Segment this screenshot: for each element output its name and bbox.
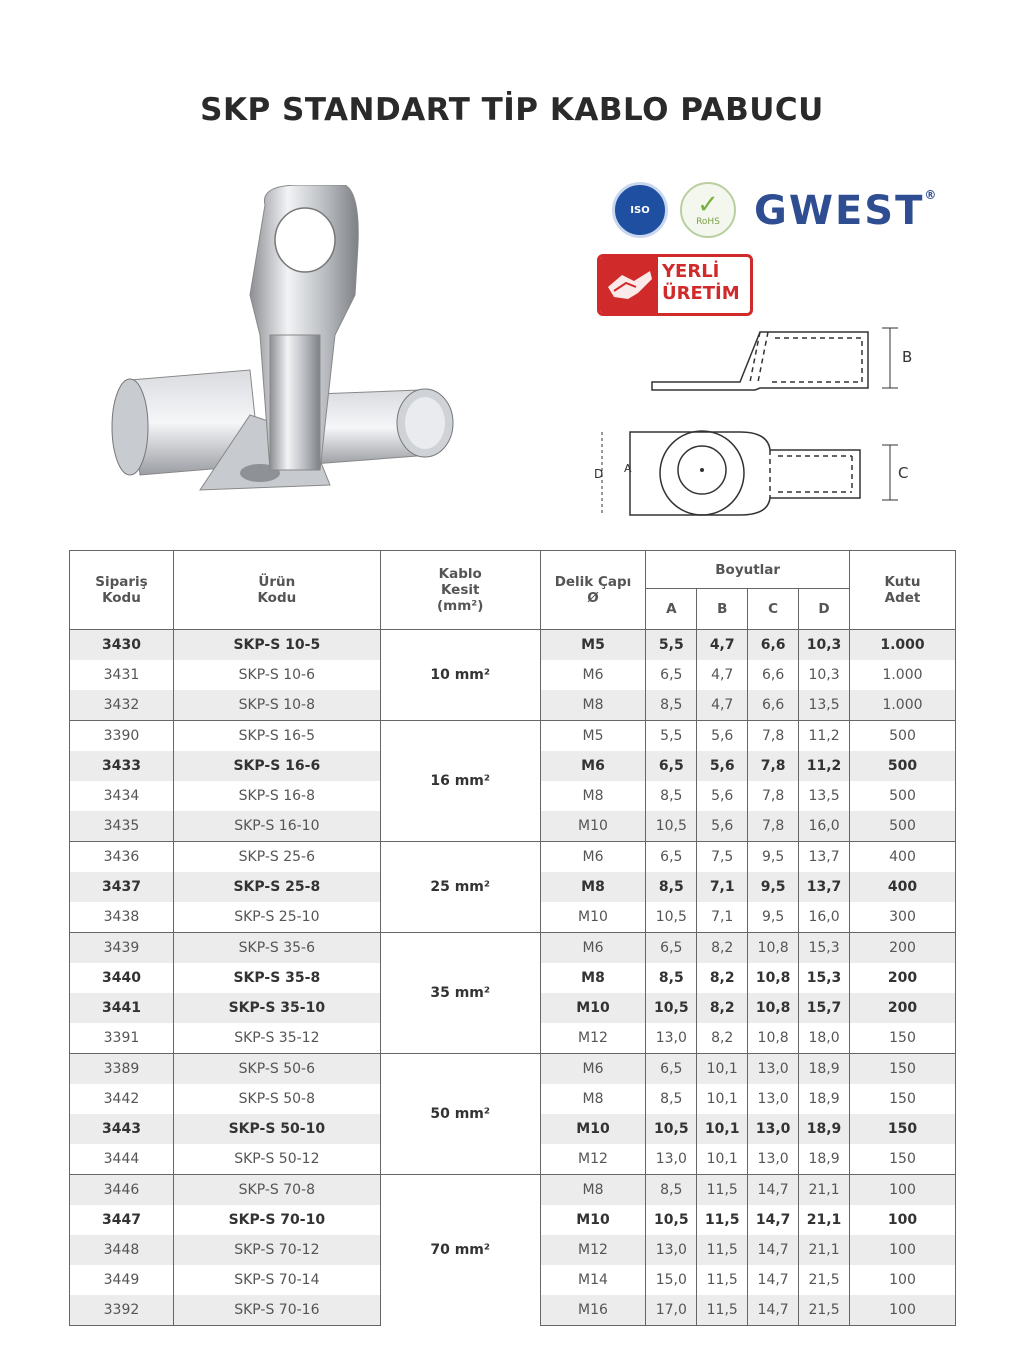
b-cell: 5,6 bbox=[697, 751, 748, 781]
siparis-cell: 3441 bbox=[70, 993, 174, 1023]
a-cell: 10,5 bbox=[646, 902, 697, 933]
d-cell: 21,1 bbox=[799, 1235, 850, 1265]
header-delik-capi: Delik Çapı Ø bbox=[540, 551, 646, 630]
urun-cell: SKP-S 50-10 bbox=[173, 1114, 380, 1144]
b-cell: 10,1 bbox=[697, 1084, 748, 1114]
urun-cell: SKP-S 70-16 bbox=[173, 1295, 380, 1326]
d-cell: 18,9 bbox=[799, 1114, 850, 1144]
siparis-cell: 3389 bbox=[70, 1054, 174, 1085]
c-cell: 7,8 bbox=[748, 811, 799, 842]
d-cell: 13,5 bbox=[799, 690, 850, 721]
table-row bbox=[70, 721, 956, 752]
yerli-label: YERLİ bbox=[662, 261, 720, 282]
certification-bar bbox=[612, 182, 952, 242]
delik-cell: M10 bbox=[540, 993, 646, 1023]
a-cell: 10,5 bbox=[646, 1114, 697, 1144]
delik-cell: M6 bbox=[540, 842, 646, 873]
kutu-cell: 150 bbox=[849, 1054, 955, 1085]
kutu-cell: 150 bbox=[849, 1114, 955, 1144]
delik-cell: M6 bbox=[540, 933, 646, 964]
kutu-cell: 100 bbox=[849, 1235, 955, 1265]
header-a: A bbox=[646, 589, 697, 630]
b-cell: 7,1 bbox=[697, 902, 748, 933]
siparis-cell: 3431 bbox=[70, 660, 174, 690]
kutu-cell: 100 bbox=[849, 1295, 955, 1326]
urun-cell: SKP-S 16-8 bbox=[173, 781, 380, 811]
kutu-cell: 150 bbox=[849, 1144, 955, 1175]
registered-mark: ® bbox=[924, 188, 939, 202]
iso-certificate-icon: ISO bbox=[612, 182, 668, 238]
a-cell: 10,5 bbox=[646, 993, 697, 1023]
page-title: SKP STANDART TİP KABLO PABUCU bbox=[200, 92, 824, 128]
b-cell: 11,5 bbox=[697, 1295, 748, 1326]
a-cell: 13,0 bbox=[646, 1235, 697, 1265]
delik-cell: M10 bbox=[540, 902, 646, 933]
siparis-cell: 3435 bbox=[70, 811, 174, 842]
kutu-cell: 200 bbox=[849, 993, 955, 1023]
b-cell: 8,2 bbox=[697, 933, 748, 964]
b-cell: 11,5 bbox=[697, 1205, 748, 1235]
siparis-cell: 3447 bbox=[70, 1205, 174, 1235]
siparis-cell: 3438 bbox=[70, 902, 174, 933]
c-cell: 13,0 bbox=[748, 1084, 799, 1114]
kablo-kesit-cell: 35 mm² bbox=[380, 933, 540, 1054]
d-cell: 21,1 bbox=[799, 1175, 850, 1206]
c-cell: 10,8 bbox=[748, 933, 799, 964]
a-cell: 8,5 bbox=[646, 781, 697, 811]
urun-cell: SKP-S 25-8 bbox=[173, 872, 380, 902]
b-cell: 10,1 bbox=[697, 1054, 748, 1085]
urun-cell: SKP-S 10-5 bbox=[173, 630, 380, 661]
a-cell: 6,5 bbox=[646, 1054, 697, 1085]
kutu-cell: 500 bbox=[849, 781, 955, 811]
d-cell: 13,5 bbox=[799, 781, 850, 811]
siparis-cell: 3437 bbox=[70, 872, 174, 902]
d-cell: 18,9 bbox=[799, 1054, 850, 1085]
b-cell: 8,2 bbox=[697, 993, 748, 1023]
c-cell: 14,7 bbox=[748, 1265, 799, 1295]
delik-cell: M5 bbox=[540, 630, 646, 661]
d-cell: 21,5 bbox=[799, 1265, 850, 1295]
table-row bbox=[70, 1175, 956, 1206]
a-cell: 6,5 bbox=[646, 842, 697, 873]
b-cell: 8,2 bbox=[697, 963, 748, 993]
header-b: B bbox=[697, 589, 748, 630]
a-cell: 6,5 bbox=[646, 751, 697, 781]
header-siparis-kodu: Sipariş Kodu bbox=[70, 551, 174, 630]
delik-cell: M8 bbox=[540, 690, 646, 721]
a-cell: 8,5 bbox=[646, 872, 697, 902]
header-d: D bbox=[799, 589, 850, 630]
a-cell: 5,5 bbox=[646, 721, 697, 752]
delik-cell: M12 bbox=[540, 1023, 646, 1054]
kutu-cell: 100 bbox=[849, 1265, 955, 1295]
delik-cell: M10 bbox=[540, 1114, 646, 1144]
c-cell: 9,5 bbox=[748, 902, 799, 933]
table-row bbox=[70, 933, 956, 964]
kutu-cell: 150 bbox=[849, 1084, 955, 1114]
a-cell: 8,5 bbox=[646, 1175, 697, 1206]
delik-cell: M10 bbox=[540, 811, 646, 842]
kutu-cell: 500 bbox=[849, 751, 955, 781]
a-cell: 6,5 bbox=[646, 660, 697, 690]
header-kutu-adet: Kutu Adet bbox=[849, 551, 955, 630]
rohs-label: RoHS bbox=[696, 217, 720, 227]
urun-cell: SKP-S 16-6 bbox=[173, 751, 380, 781]
urun-cell: SKP-S 16-10 bbox=[173, 811, 380, 842]
label-a: A bbox=[624, 462, 632, 475]
b-cell: 11,5 bbox=[697, 1265, 748, 1295]
header-c: C bbox=[748, 589, 799, 630]
a-cell: 17,0 bbox=[646, 1295, 697, 1326]
c-cell: 6,6 bbox=[748, 690, 799, 721]
delik-cell: M16 bbox=[540, 1295, 646, 1326]
d-cell: 18,9 bbox=[799, 1144, 850, 1175]
b-cell: 8,2 bbox=[697, 1023, 748, 1054]
delik-cell: M6 bbox=[540, 751, 646, 781]
a-cell: 15,0 bbox=[646, 1265, 697, 1295]
b-cell: 5,6 bbox=[697, 781, 748, 811]
header-urun-kodu: Ürün Kodu bbox=[173, 551, 380, 630]
siparis-cell: 3391 bbox=[70, 1023, 174, 1054]
delik-cell: M8 bbox=[540, 963, 646, 993]
urun-cell: SKP-S 70-14 bbox=[173, 1265, 380, 1295]
b-cell: 7,5 bbox=[697, 842, 748, 873]
delik-cell: M8 bbox=[540, 781, 646, 811]
b-cell: 11,5 bbox=[697, 1235, 748, 1265]
kablo-kesit-cell: 50 mm² bbox=[380, 1054, 540, 1175]
urun-cell: SKP-S 16-5 bbox=[173, 721, 380, 752]
rohs-icon bbox=[680, 182, 736, 238]
delik-cell: M12 bbox=[540, 1235, 646, 1265]
kablo-kesit-cell: 10 mm² bbox=[380, 630, 540, 721]
delik-cell: M8 bbox=[540, 1175, 646, 1206]
c-cell: 7,8 bbox=[748, 721, 799, 752]
siparis-cell: 3444 bbox=[70, 1144, 174, 1175]
siparis-cell: 3449 bbox=[70, 1265, 174, 1295]
siparis-cell: 3430 bbox=[70, 630, 174, 661]
b-cell: 4,7 bbox=[697, 690, 748, 721]
kutu-cell: 500 bbox=[849, 811, 955, 842]
urun-cell: SKP-S 70-12 bbox=[173, 1235, 380, 1265]
brand-logo bbox=[754, 188, 938, 234]
kutu-cell: 150 bbox=[849, 1023, 955, 1054]
c-cell: 10,8 bbox=[748, 993, 799, 1023]
d-cell: 11,2 bbox=[799, 751, 850, 781]
delik-cell: M5 bbox=[540, 721, 646, 752]
delik-cell: M14 bbox=[540, 1265, 646, 1295]
delik-cell: M8 bbox=[540, 872, 646, 902]
c-cell: 14,7 bbox=[748, 1175, 799, 1206]
siparis-cell: 3442 bbox=[70, 1084, 174, 1114]
checkmark-icon: ✓ bbox=[697, 190, 719, 220]
a-cell: 10,5 bbox=[646, 1205, 697, 1235]
delik-cell: M6 bbox=[540, 660, 646, 690]
urun-cell: SKP-S 35-10 bbox=[173, 993, 380, 1023]
uretim-label: ÜRETİM bbox=[662, 283, 740, 304]
kutu-cell: 300 bbox=[849, 902, 955, 933]
b-cell: 4,7 bbox=[697, 630, 748, 661]
kutu-cell: 400 bbox=[849, 842, 955, 873]
urun-cell: SKP-S 50-8 bbox=[173, 1084, 380, 1114]
d-cell: 16,0 bbox=[799, 902, 850, 933]
header-kablo-kesit: Kablo Kesit (mm²) bbox=[380, 551, 540, 630]
d-cell: 15,7 bbox=[799, 993, 850, 1023]
urun-cell: SKP-S 10-6 bbox=[173, 660, 380, 690]
d-cell: 18,0 bbox=[799, 1023, 850, 1054]
dimension-diagram bbox=[590, 320, 920, 525]
kutu-cell: 1.000 bbox=[849, 660, 955, 690]
siparis-cell: 3440 bbox=[70, 963, 174, 993]
d-cell: 15,3 bbox=[799, 963, 850, 993]
urun-cell: SKP-S 35-12 bbox=[173, 1023, 380, 1054]
table-row bbox=[70, 842, 956, 873]
siparis-cell: 3436 bbox=[70, 842, 174, 873]
a-cell: 8,5 bbox=[646, 690, 697, 721]
siparis-cell: 3434 bbox=[70, 781, 174, 811]
kablo-kesit-cell: 25 mm² bbox=[380, 842, 540, 933]
urun-cell: SKP-S 50-12 bbox=[173, 1144, 380, 1175]
table-row bbox=[70, 630, 956, 661]
a-cell: 13,0 bbox=[646, 1023, 697, 1054]
kutu-cell: 1.000 bbox=[849, 630, 955, 661]
b-cell: 5,6 bbox=[697, 811, 748, 842]
c-cell: 14,7 bbox=[748, 1205, 799, 1235]
label-b: B bbox=[902, 348, 913, 366]
siparis-cell: 3433 bbox=[70, 751, 174, 781]
spec-table bbox=[69, 550, 956, 1326]
a-cell: 5,5 bbox=[646, 630, 697, 661]
c-cell: 13,0 bbox=[748, 1054, 799, 1085]
kutu-cell: 200 bbox=[849, 933, 955, 964]
b-cell: 10,1 bbox=[697, 1114, 748, 1144]
siparis-cell: 3390 bbox=[70, 721, 174, 752]
d-cell: 10,3 bbox=[799, 630, 850, 661]
kablo-kesit-cell: 16 mm² bbox=[380, 721, 540, 842]
a-cell: 6,5 bbox=[646, 933, 697, 964]
d-cell: 11,2 bbox=[799, 721, 850, 752]
siparis-cell: 3443 bbox=[70, 1114, 174, 1144]
urun-cell: SKP-S 25-6 bbox=[173, 842, 380, 873]
kutu-cell: 400 bbox=[849, 872, 955, 902]
b-cell: 10,1 bbox=[697, 1144, 748, 1175]
c-cell: 14,7 bbox=[748, 1235, 799, 1265]
delik-cell: M8 bbox=[540, 1084, 646, 1114]
spec-table-body bbox=[70, 630, 956, 1326]
b-cell: 7,1 bbox=[697, 872, 748, 902]
b-cell: 5,6 bbox=[697, 721, 748, 752]
siparis-cell: 3448 bbox=[70, 1235, 174, 1265]
siparis-cell: 3439 bbox=[70, 933, 174, 964]
urun-cell: SKP-S 70-10 bbox=[173, 1205, 380, 1235]
kablo-kesit-cell: 70 mm² bbox=[380, 1175, 540, 1326]
d-cell: 10,3 bbox=[799, 660, 850, 690]
urun-cell: SKP-S 10-8 bbox=[173, 690, 380, 721]
d-cell: 16,0 bbox=[799, 811, 850, 842]
kutu-cell: 100 bbox=[849, 1175, 955, 1206]
d-cell: 21,5 bbox=[799, 1295, 850, 1326]
urun-cell: SKP-S 50-6 bbox=[173, 1054, 380, 1085]
siparis-cell: 3446 bbox=[70, 1175, 174, 1206]
label-c: C bbox=[898, 464, 909, 482]
c-cell: 10,8 bbox=[748, 963, 799, 993]
c-cell: 13,0 bbox=[748, 1144, 799, 1175]
handshake-icon bbox=[600, 257, 658, 313]
d-cell: 15,3 bbox=[799, 933, 850, 964]
header-boyutlar: Boyutlar bbox=[646, 551, 850, 589]
a-cell: 10,5 bbox=[646, 811, 697, 842]
delik-cell: M10 bbox=[540, 1205, 646, 1235]
kutu-cell: 200 bbox=[849, 963, 955, 993]
c-cell: 9,5 bbox=[748, 872, 799, 902]
a-cell: 13,0 bbox=[646, 1144, 697, 1175]
delik-cell: M12 bbox=[540, 1144, 646, 1175]
c-cell: 7,8 bbox=[748, 751, 799, 781]
delik-cell: M6 bbox=[540, 1054, 646, 1085]
d-cell: 13,7 bbox=[799, 842, 850, 873]
c-cell: 7,8 bbox=[748, 781, 799, 811]
d-cell: 13,7 bbox=[799, 872, 850, 902]
kutu-cell: 1.000 bbox=[849, 690, 955, 721]
urun-cell: SKP-S 35-6 bbox=[173, 933, 380, 964]
label-d: D bbox=[594, 467, 604, 481]
a-cell: 8,5 bbox=[646, 1084, 697, 1114]
urun-cell: SKP-S 25-10 bbox=[173, 902, 380, 933]
c-cell: 9,5 bbox=[748, 842, 799, 873]
d-cell: 18,9 bbox=[799, 1084, 850, 1114]
c-cell: 10,8 bbox=[748, 1023, 799, 1054]
c-cell: 14,7 bbox=[748, 1295, 799, 1326]
urun-cell: SKP-S 35-8 bbox=[173, 963, 380, 993]
siparis-cell: 3392 bbox=[70, 1295, 174, 1326]
table-row bbox=[70, 1054, 956, 1085]
yerli-uretim-badge bbox=[597, 254, 753, 316]
siparis-cell: 3432 bbox=[70, 690, 174, 721]
kutu-cell: 100 bbox=[849, 1205, 955, 1235]
d-cell: 21,1 bbox=[799, 1205, 850, 1235]
c-cell: 13,0 bbox=[748, 1114, 799, 1144]
product-image bbox=[100, 185, 480, 515]
kutu-cell: 500 bbox=[849, 721, 955, 752]
c-cell: 6,6 bbox=[748, 630, 799, 661]
brand-name: GWEST bbox=[754, 188, 925, 234]
b-cell: 11,5 bbox=[697, 1175, 748, 1206]
a-cell: 8,5 bbox=[646, 963, 697, 993]
urun-cell: SKP-S 70-8 bbox=[173, 1175, 380, 1206]
c-cell: 6,6 bbox=[748, 660, 799, 690]
b-cell: 4,7 bbox=[697, 660, 748, 690]
